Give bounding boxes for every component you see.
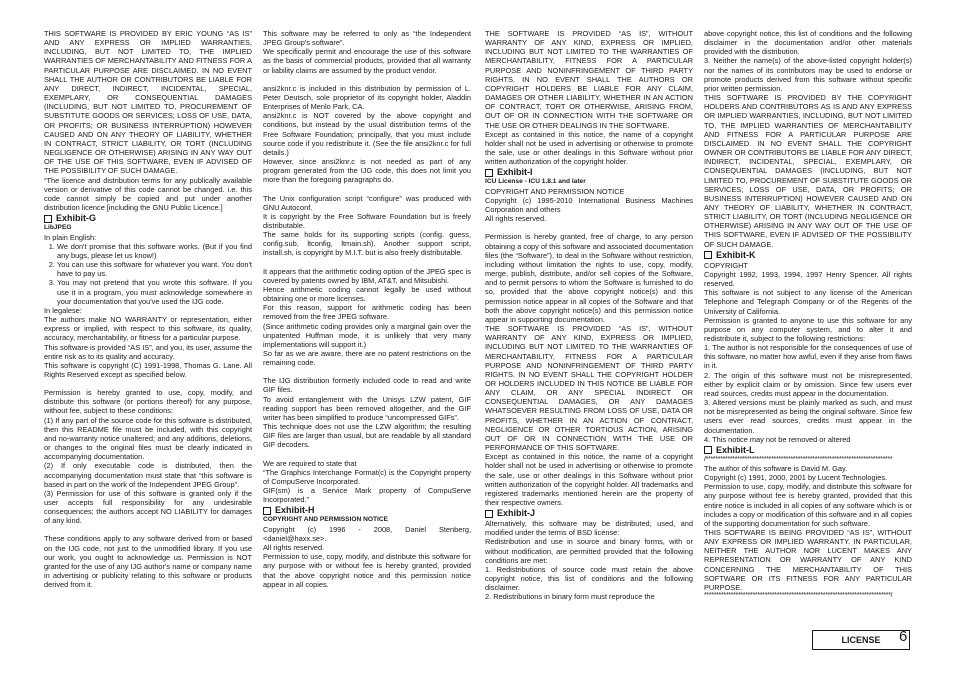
paragraph: These conditions apply to any software derived from or based on the IJG code, not just to the unmodified library. If you use our work, you ought to acknowledge us. Permission is NOT granted for the use of any IJG author's name or company name in advertising or publicity relating to this software or products derived from it. (44, 534, 252, 590)
paragraph: We are required to state that (263, 458, 357, 468)
paragraph: Permission to use, copy, modify, and distribute this software for any purpose without fee is hereby granted, provided that this entire notice is included in all copies of any software which is or includes a copy or modification of this software and in all copies of the supporting documentation for such software. (704, 482, 912, 528)
paragraph: This software may be referred to only as “the Independent JPEG Group's software”. (263, 29, 471, 48)
paragraph: Permission is hereby granted to use, copy, modify, and distribute this software (or portions thereof) for any purpose, without fee, subject to these conditions: (44, 388, 252, 416)
paragraph: Hence arithmetic coding cannot legally be used without obtaining one or more licenses. (263, 284, 471, 304)
paragraph: 1. Redistributions of source code must retain the above copyright notice, this list of conditions and the following disclaimer. (485, 564, 693, 593)
column-4 (704, 29, 912, 600)
paragraph: THE SOFTWARE IS PROVIDED “AS IS”, WITHOUT WARRANTY OF ANY KIND, EXPRESS OR IMPLIED, INCLUDING BUT NOT LIMITED TO THE WARRANTIES OF MERCHANTABILITY, FITNESS FOR A PARTICULAR PURPOSE AND NONINFRINGEMENT OF THIRD PARTY RIGHTS. IN NO EVENT SHALL THE COPYRIGHT HOLDER OR HOLDERS INCLUDED IN THIS NOTICE BE LIABLE FOR ANY CLAIM, OR ANY SPECIAL INDIRECT OR CONSEQUENTIAL DAMAGES, OR ANY DAMAGES WHATSOEVER RESULTING FROM LOSS OF USE, DATA OR PROFITS, WHETHER IN AN ACTION OF CONTRACT, NEGLIGENCE OR OTHER TORTIOUS ACTION, ARISING OUT OF OR IN CONNECTION WITH THE USE OR PERFORMANCE OF THIS SOFTWARE. (485, 324, 693, 453)
column-1 (44, 29, 252, 589)
column-2 (263, 29, 471, 589)
paragraph: (3) Permission for use of this software is granted only if the user accepts full responsibility for any undesirable consequences; the authors accept NO LIABILITY for damages of any kind. (44, 488, 252, 526)
column-3 (485, 29, 693, 602)
paragraph: above copyright notice, this list of conditions and the following disclaimer in the documentation and/or other materials provided with the distribution. (704, 29, 912, 57)
paragraph: Copyright (c) 1991, 2000, 2001 by Lucent Technologies. (704, 473, 888, 483)
paragraph: “The Graphics Interchange Format(c) is the Copyright property of CompuServe Incorporated. (263, 467, 471, 486)
exhibit-j-heading: Exhibit-J (485, 508, 693, 519)
checkbox-bullet-icon (704, 251, 712, 259)
exhibit-h-subtitle: COPYRIGHT AND PERMISSION NOTICE (263, 516, 389, 524)
list-item: 2. You can use this software for whatever you want. You don't have to pay us. (57, 260, 252, 278)
paragraph: Copyright 1992, 1993, 1994, 1997 Henry Spencer. All rights reserved. (704, 269, 912, 289)
paragraph: THE SOFTWARE IS PROVIDED “AS IS”, WITHOUT WARRANTY OF ANY KIND, EXPRESS OR IMPLIED, INCLUDING BUT NOT LIMITED TO THE WARRANTIES OF MERCHANTABILITY, FITNESS FOR A PARTICULAR PURPOSE AND NONINFRINGEMENT OF THIRD PARTY RIGHTS. IN NO EVENT SHALL THE AUTHORS OR COPYRIGHT HOLDERS BE LIABLE FOR ANY CLAIM, DAMAGES OR OTHER LIABILITY, WHETHER IN AN ACTION OF CONTRACT, TORT OR OTHERWISE, ARISING FROM, OUT OF OR IN CONNECTION WITH THE SOFTWARE OR THE USE OR OTHER DEALINGS IN THE SOFTWARE. (485, 29, 693, 130)
exhibit-i-heading: Exhibit-I (485, 167, 693, 178)
paragraph: (Since arithmetic coding provides only a marginal gain over the unpatented Huffman mode, it is unlikely that very many implementations will support it.) (263, 321, 471, 349)
disclaimer-paragraph: THIS SOFTWARE IS PROVIDED BY ERIC YOUNG “AS IS” AND ANY EXPRESS OR IMPLIED WARRANTIES, INCLUDING, BUT NOT LIMITED TO, THE IMPLIED WARRANTIES OF MERCHANTABILITY AND FITNESS FOR A PARTICULAR PURPOSE ARE DISCLAIMED. IN NO EVENT SHALL THE AUTHOR OR CONTRIBUTORS BE LIABLE FOR ANY DIRECT, INDIRECT, INCIDENTAL, SPECIAL, EXEMPLARY, OR CONSEQUENTIAL DAMAGES (INCLUDING, BUT NOT LIMITED TO, PROCUREMENT OF SUBSTITUTE GOODS OR SERVICES; LOSS OF USE, DATA, OR PROFITS; OR BUSINESS INTERRUPTION) HOWEVER CAUSED AND ON ANY THEORY OF LIABILITY, WHETHER IN CONTRACT, STRICT LIABILITY, OR TORT (INCLUDING NEGLIGENCE OR OTHERWISE) ARISING IN ANY WAY OUT OF THE USE OF THIS SOFTWARE, EVEN IF ADVISED OF THE POSSIBILITY OF SUCH DAMAGE. (44, 29, 252, 176)
list-item: 1. We don't promise that this software works. (But if you find any bugs, please let us know!) (57, 242, 252, 260)
exhibit-g-heading: Exhibit-G (44, 213, 252, 224)
paragraph: Copyright (c) 1995-2010 International Business Machines Corporation and others (485, 196, 693, 215)
paragraph: (1) If any part of the source code for this software is distributed, then this README file must be included, with this copyright and no-warranty notice unaltered; and any additions, deletions, or changes to the original files must be clearly indicated in accompanying documentation. (44, 415, 252, 462)
checkbox-bullet-icon (263, 507, 271, 515)
exhibit-k-heading: Exhibit-K (704, 250, 912, 261)
page-number: 6 (899, 628, 908, 645)
paragraph: However, since ansi2knr.c is not needed as part of any program generated from the IJG code, this does not limit you more than the foregoing paragraphs do. (263, 157, 471, 185)
paragraph: Except as contained in this notice, the name of a copyright holder shall not be used in advertising or otherwise to promote the sale, use or other dealings in this Software without prior written authorization of the copyright holder. All trademarks and registered trademarks mentioned herein are the property of their respective owners. (485, 452, 693, 507)
paragraph: 1. The author is not responsible for the consequences of use of this software, no matter how awful, even if they arise from flaws in it. (704, 343, 912, 371)
paragraph: This software is not subject to any license of the American Telephone and Telegraph Company or of the Regents of the University of California. (704, 288, 912, 316)
paragraph: For this reason, support for arithmetic coding has been removed from the free JPEG software. (263, 303, 471, 322)
exhibit-l-heading: Exhibit-L (704, 445, 912, 456)
paragraph: THIS SOFTWARE IS PROVIDED BY THE COPYRIGHT HOLDERS AND CONTRIBUTORS AS IS AND ANY EXPRESS OR IMPLIED WARRANTIES, INCLUDING, BUT NOT LIMITED TO, THE IMPLIED WARRANTIES OF MERCHANTABILITY AND FITNESS FOR A PARTICULAR PURPOSE ARE DISCLAIMED. IN NO EVENT SHALL THE COPYRIGHT OWNER OR CONTRIBUTORS BE LIABLE FOR ANY DIRECT, INDIRECT, INCIDENTAL, SPECIAL, EXEMPLARY, OR CONSEQUENTIAL DAMAGES (INCLUDING, BUT NOT LIMITED TO, PROCUREMENT OF SUBSTITUTE GOODS OR SERVICES; LOSS OF USE, DATA, OR PROFITS; OR BUSINESS INTERRUPTION) HOWEVER CAUSED AND ON ANY THEORY OF LIABILITY, WHETHER IN CONTRACT, STRICT LIABILITY, OR TORT (INCLUDING NEGLIGENCE OR OTHERWISE) ARISING IN ANY WAY OUT OF THE USE OF THIS SOFTWARE, EVEN IF ADVISED OF THE POSSIBILITY OF SUCH DAMAGE. (704, 93, 912, 249)
paragraph: This software is copyright (C) 1991-1998, Thomas G. Lane. All Rights Reserved except as specified below. (44, 360, 252, 379)
paragraph: 3. Altered versions must be plainly marked as such, and must not be misrepresented as being the original software. Since few users ever read sources, credits must appear in the documentation. (704, 398, 912, 435)
exhibit-h-heading: Exhibit-H (263, 505, 471, 516)
paragraph: COPYRIGHT (704, 260, 748, 270)
licence-terms-paragraph: “The licence and distribution terms for any publically available version or derivative of this code cannot be changed. i.e. this code cannot simply be copied and put under another distribution licence [including the GNU Public Licence.] (44, 175, 252, 212)
paragraph: (2) If only executable code is distributed, then the accompanying documentation must state that “this software is based in part on the work of the Independent JPEG Group”. (44, 461, 252, 489)
checkbox-bullet-icon (704, 446, 712, 454)
list-item: 3. You may not pretend that you wrote this software. If you use it in a program, you must acknowledge somewhere in your documentation that you've used the IJG code. (57, 278, 252, 305)
paragraph: It is copyright by the Free Software Foundation but is freely distributable. (263, 211, 471, 230)
paragraph: The IJG distribution formerly included code to read and write GIF files. (263, 376, 471, 395)
checkbox-bullet-icon (485, 510, 493, 518)
paragraph: COPYRIGHT AND PERMISSION NOTICE (485, 186, 625, 196)
paragraph: In legalese: (44, 305, 82, 315)
paragraph: So far as we are aware, there are no patent restrictions on the remaining code. (263, 349, 471, 368)
paragraph: Permission is granted to anyone to use this software for any purpose on any computer system, and to alter it and redistribute it, subject to the following restrictions: (704, 315, 912, 343)
paragraph: ansi2knr.c is included in this distribution by permission of L. Peter Deutsch, sole proprietor of its copyright holder, Aladdin Enterprises of Menlo Park, CA. (263, 83, 471, 112)
checkbox-bullet-icon (44, 215, 52, 223)
paragraph: 2. Redistributions in binary form must reproduce the (485, 592, 655, 602)
paragraph: GIF(sm) is a Service Mark property of CompuServe Incorporated.” (263, 486, 471, 505)
paragraph: 2. The origin of this software must not be misrepresented, either by explicit claim or by omission. Since few users ever read sources, credits must appear in the documentation. (704, 370, 912, 398)
paragraph: This software is provided “AS IS”, and you, its user, assume the entire risk as to its quality and accuracy. (44, 342, 252, 361)
paragraph: This technique does not use the LZW algorithm; the resulting GIF files are larger than usual, but are readable by all standard GIF decoders. (263, 422, 471, 450)
paragraph: In plain English: (44, 232, 97, 242)
license-section-tab: LICENSE (812, 630, 910, 650)
paragraph: Except as contained in this notice, the name of a copyright holder shall not be used in advertising or otherwise to promote the sale, use or other dealings in this Software without prior written authorization of the copyright holder. (485, 129, 693, 167)
stars-divider-top: /***************************************************************************** (704, 455, 893, 463)
paragraph: Permission to use, copy, modify, and distribute this software for any purpose with or without fee is hereby granted, provided that the above copyright notice and this permission notice appear in all copies. (263, 552, 471, 589)
checkbox-bullet-icon (485, 169, 493, 177)
exhibit-g-subtitle: LibJPEG (44, 224, 72, 232)
paragraph: The Unix configuration script “configure” was produced with GNU Autoconf. (263, 193, 471, 212)
paragraph: 3. Neither the name(s) of the above-listed copyright holder(s) nor the names of its contributors may be used to endorse or promote products derived from this software without specific prior written permission. (704, 56, 912, 93)
plain-english-list (44, 242, 252, 306)
paragraph: All rights reserved. (485, 214, 547, 224)
paragraph: We specifically permit and encourage the use of this software as the basis of commercial products, provided that all warranty or liability claims are assumed by the product vendor. (263, 47, 471, 75)
paragraph: The authors make NO WARRANTY or representation, either express or implied, with respect to this software, its quality, accuracy, merchantability, or fitness for a particular purpose. (44, 315, 252, 343)
paragraph: Redistribution and use in source and binary forms, with or without modification, are permitted provided that the following conditions are met: (485, 537, 693, 565)
paragraph: Alternatively, this software may be distributed, used, and modified under the terms of BSD license: (485, 519, 693, 538)
paragraph: All rights reserved. (263, 543, 325, 553)
exhibit-i-subtitle: ICU License - ICU 1.8.1 and later (485, 178, 586, 186)
paragraph: Permission is hereby granted, free of charge, to any person obtaining a copy of this software and associated documentation files (the “Software”), to deal in the Software without restriction, including without limitation the rights to use, copy, modify, merge, publish, distribute, and/or sell copies of the Software, and to permit persons to whom the Software is furnished to do so, provided that the above copyright notice(s) and this permission notice appear in all copies of the Software and that both the above copyright notice(s) and this permission notice appear in supporting documentation. (485, 232, 693, 324)
paragraph: ansi2knr.c is NOT covered by the above copyright and conditions, but instead by the usual distribution terms of the Free Software Foundation; principally, that you must include source code if you redistribute it. (See the file ansi2knr.c for full details.) (263, 111, 471, 157)
paragraph: It appears that the arithmetic coding option of the JPEG spec is covered by patents owned by IBM, AT&T, and Mitsubishi. (263, 266, 471, 285)
paragraph: 4. This notice may not be removed or altered (704, 434, 851, 444)
paragraph: The author of this software is David M. Gay. (704, 463, 848, 473)
stars-divider-bottom: *****************************************************************************/ (704, 592, 893, 600)
paragraph: THIS SOFTWARE IS BEING PROVIDED “AS IS”, WITHOUT ANY EXPRESS OR IMPLIED WARRANTY. IN PARTICULAR, NEITHER THE AUTHOR NOR LUCENT MAKES ANY REPRESENTATION OR WARRANTY OF ANY KIND CONCERNING THE MERCHANTABILITY OF THIS SOFTWARE OR ITS FITNESS FOR ANY PARTICULAR PURPOSE. (704, 527, 912, 592)
paragraph: The same holds for its supporting scripts (config. guess, config.sub, ltconfig, ltmain.sh). Another support script, install.sh, is copyright by M.I.T. but is also freely distributable. (263, 230, 471, 258)
paragraph: Copyright (c) 1996 - 2008, Daniel Stenberg, <daniel@haxx.se>. (263, 524, 471, 543)
paragraph: To avoid entanglement with the Unisys LZW patent, GIF reading support has been removed altogether, and the GIF writer has been simplified to produce “uncompressed GIFs”. (263, 394, 471, 422)
